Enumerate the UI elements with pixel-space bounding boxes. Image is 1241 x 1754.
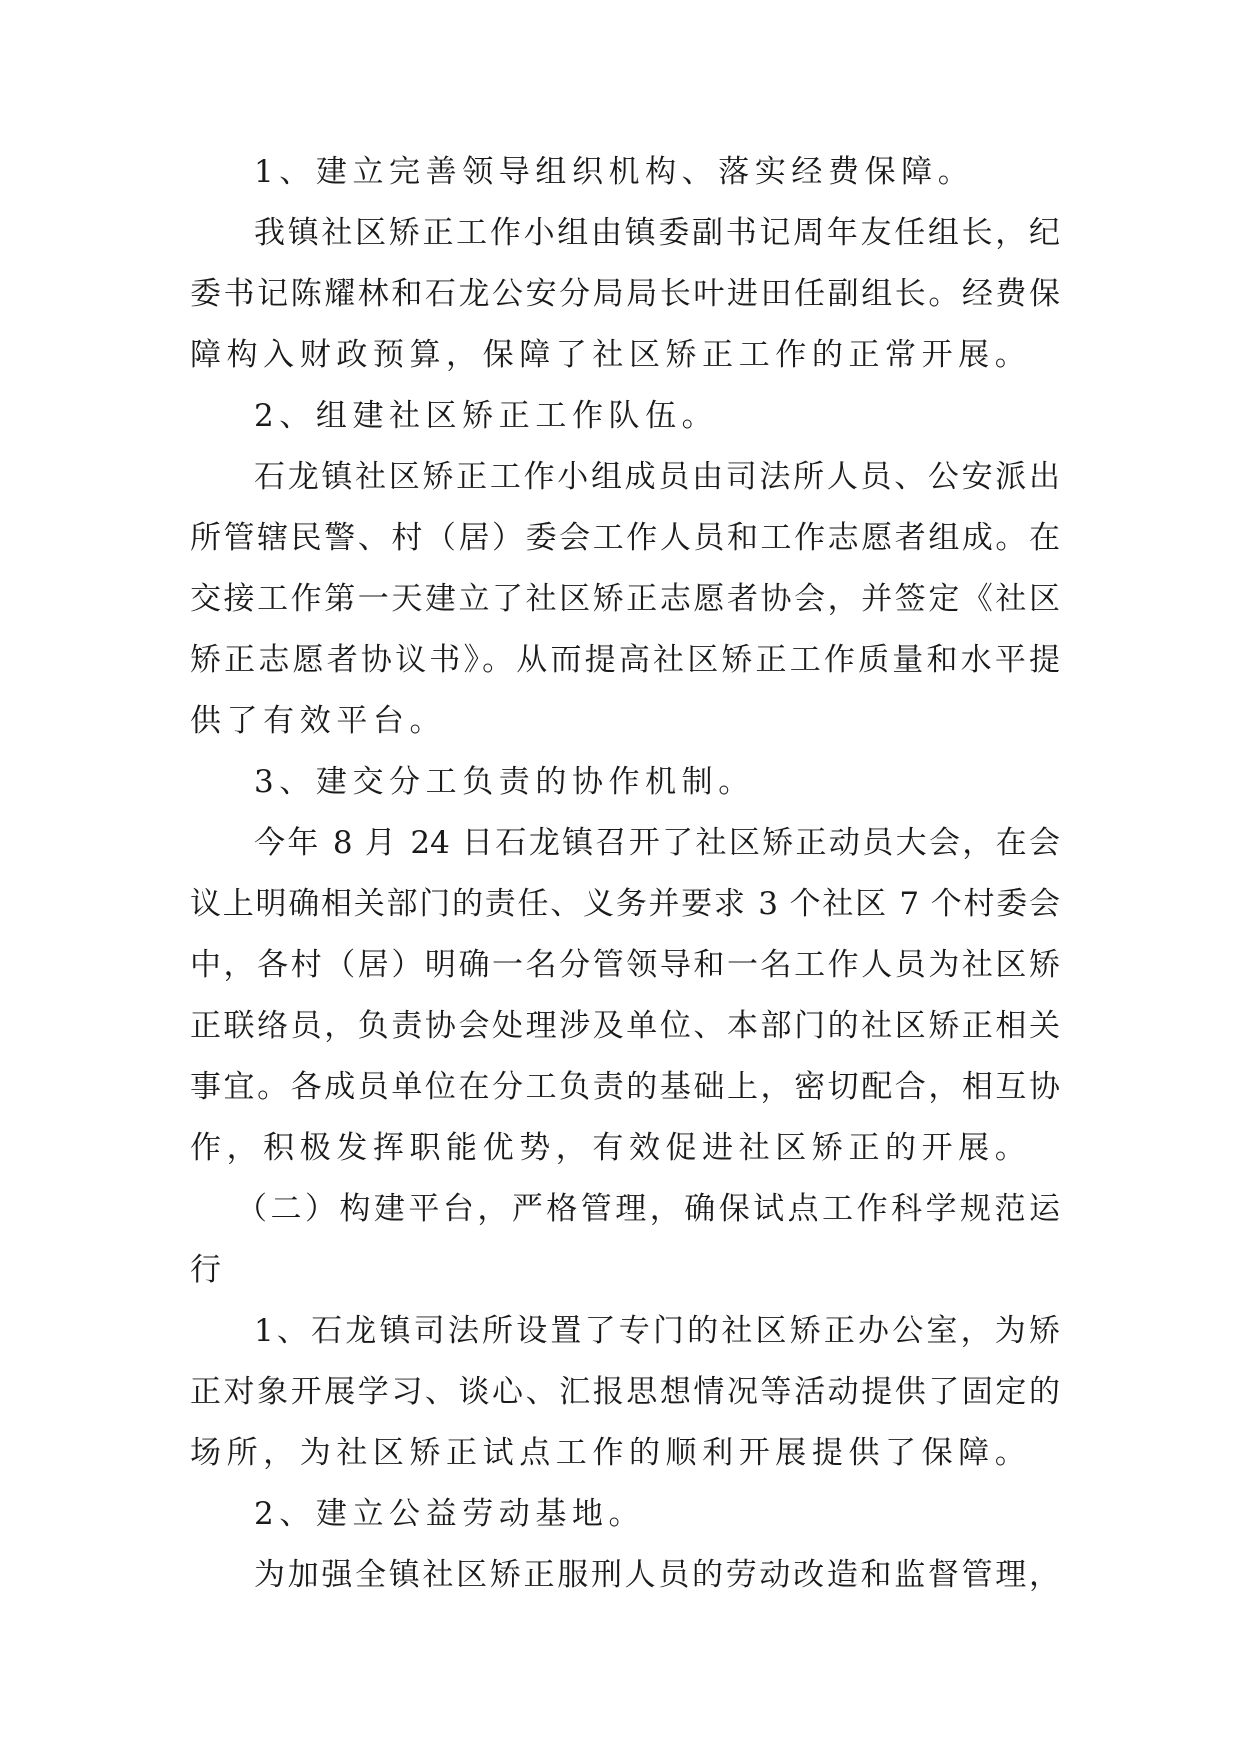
section-heading: 2、建立公益劳动基地。 [254, 1496, 646, 1532]
paragraph-line: 石龙镇社区矫正工作小组成员由司法所人员、公安派出 [254, 459, 1060, 495]
paragraph-line: 今年 8 月 24 日石龙镇召开了社区矫正动员大会，在会 [254, 825, 1060, 861]
section-heading: 2、组建社区矫正工作队伍。 [254, 398, 719, 434]
subsection-heading: （二）构建平台，严格管理，确保试点工作科学规范运 [236, 1191, 1060, 1227]
paragraph-line: 场所，为社区矫正试点工作的顺利开展提供了保障。 [190, 1435, 1032, 1471]
paragraph-line: 所管辖民警、村（居）委会工作人员和工作志愿者组成。在 [190, 520, 1060, 556]
section-heading: 1、建立完善领导组织机构、落实经费保障。 [254, 154, 975, 190]
paragraph-line: 事宜。各成员单位在分工负责的基础上，密切配合，相互协 [190, 1069, 1060, 1105]
paragraph-line: 矫正志愿者协议书》。从而提高社区矫正工作质量和水平提 [190, 642, 1060, 678]
paragraph-line: 正对象开展学习、谈心、汇报思想情况等活动提供了固定的 [190, 1374, 1060, 1410]
paragraph-line: 委书记陈耀林和石龙公安分局局长叶进田任副组长。经费保 [190, 276, 1060, 312]
paragraph-line: 供了有效平台。 [190, 703, 447, 739]
subsection-heading: 行 [190, 1252, 227, 1288]
paragraph-line: 1、石龙镇司法所设置了专门的社区矫正办公室，为矫 [254, 1313, 1060, 1349]
section-heading: 3、建交分工负责的协作机制。 [254, 764, 755, 800]
paragraph-line: 交接工作第一天建立了社区矫正志愿者协会，并签定《社区 [190, 581, 1060, 617]
paragraph-line: 为加强全镇社区矫正服刑人员的劳动改造和监督管理， [254, 1557, 1060, 1593]
paragraph-line: 障构入财政预算，保障了社区矫正工作的正常开展。 [190, 337, 1032, 373]
paragraph-line: 议上明确相关部门的责任、义务并要求 3 个社区 7 个村委会 [190, 886, 1060, 922]
paragraph-line: 正联络员，负责协会处理涉及单位、本部门的社区矫正相关 [190, 1008, 1060, 1044]
paragraph-line: 中，各村（居）明确一名分管领导和一名工作人员为社区矫 [190, 947, 1060, 983]
paragraph-line: 我镇社区矫正工作小组由镇委副书记周年友任组长，纪 [254, 215, 1060, 251]
paragraph-line: 作，积极发挥职能优势，有效促进社区矫正的开展。 [190, 1130, 1032, 1166]
